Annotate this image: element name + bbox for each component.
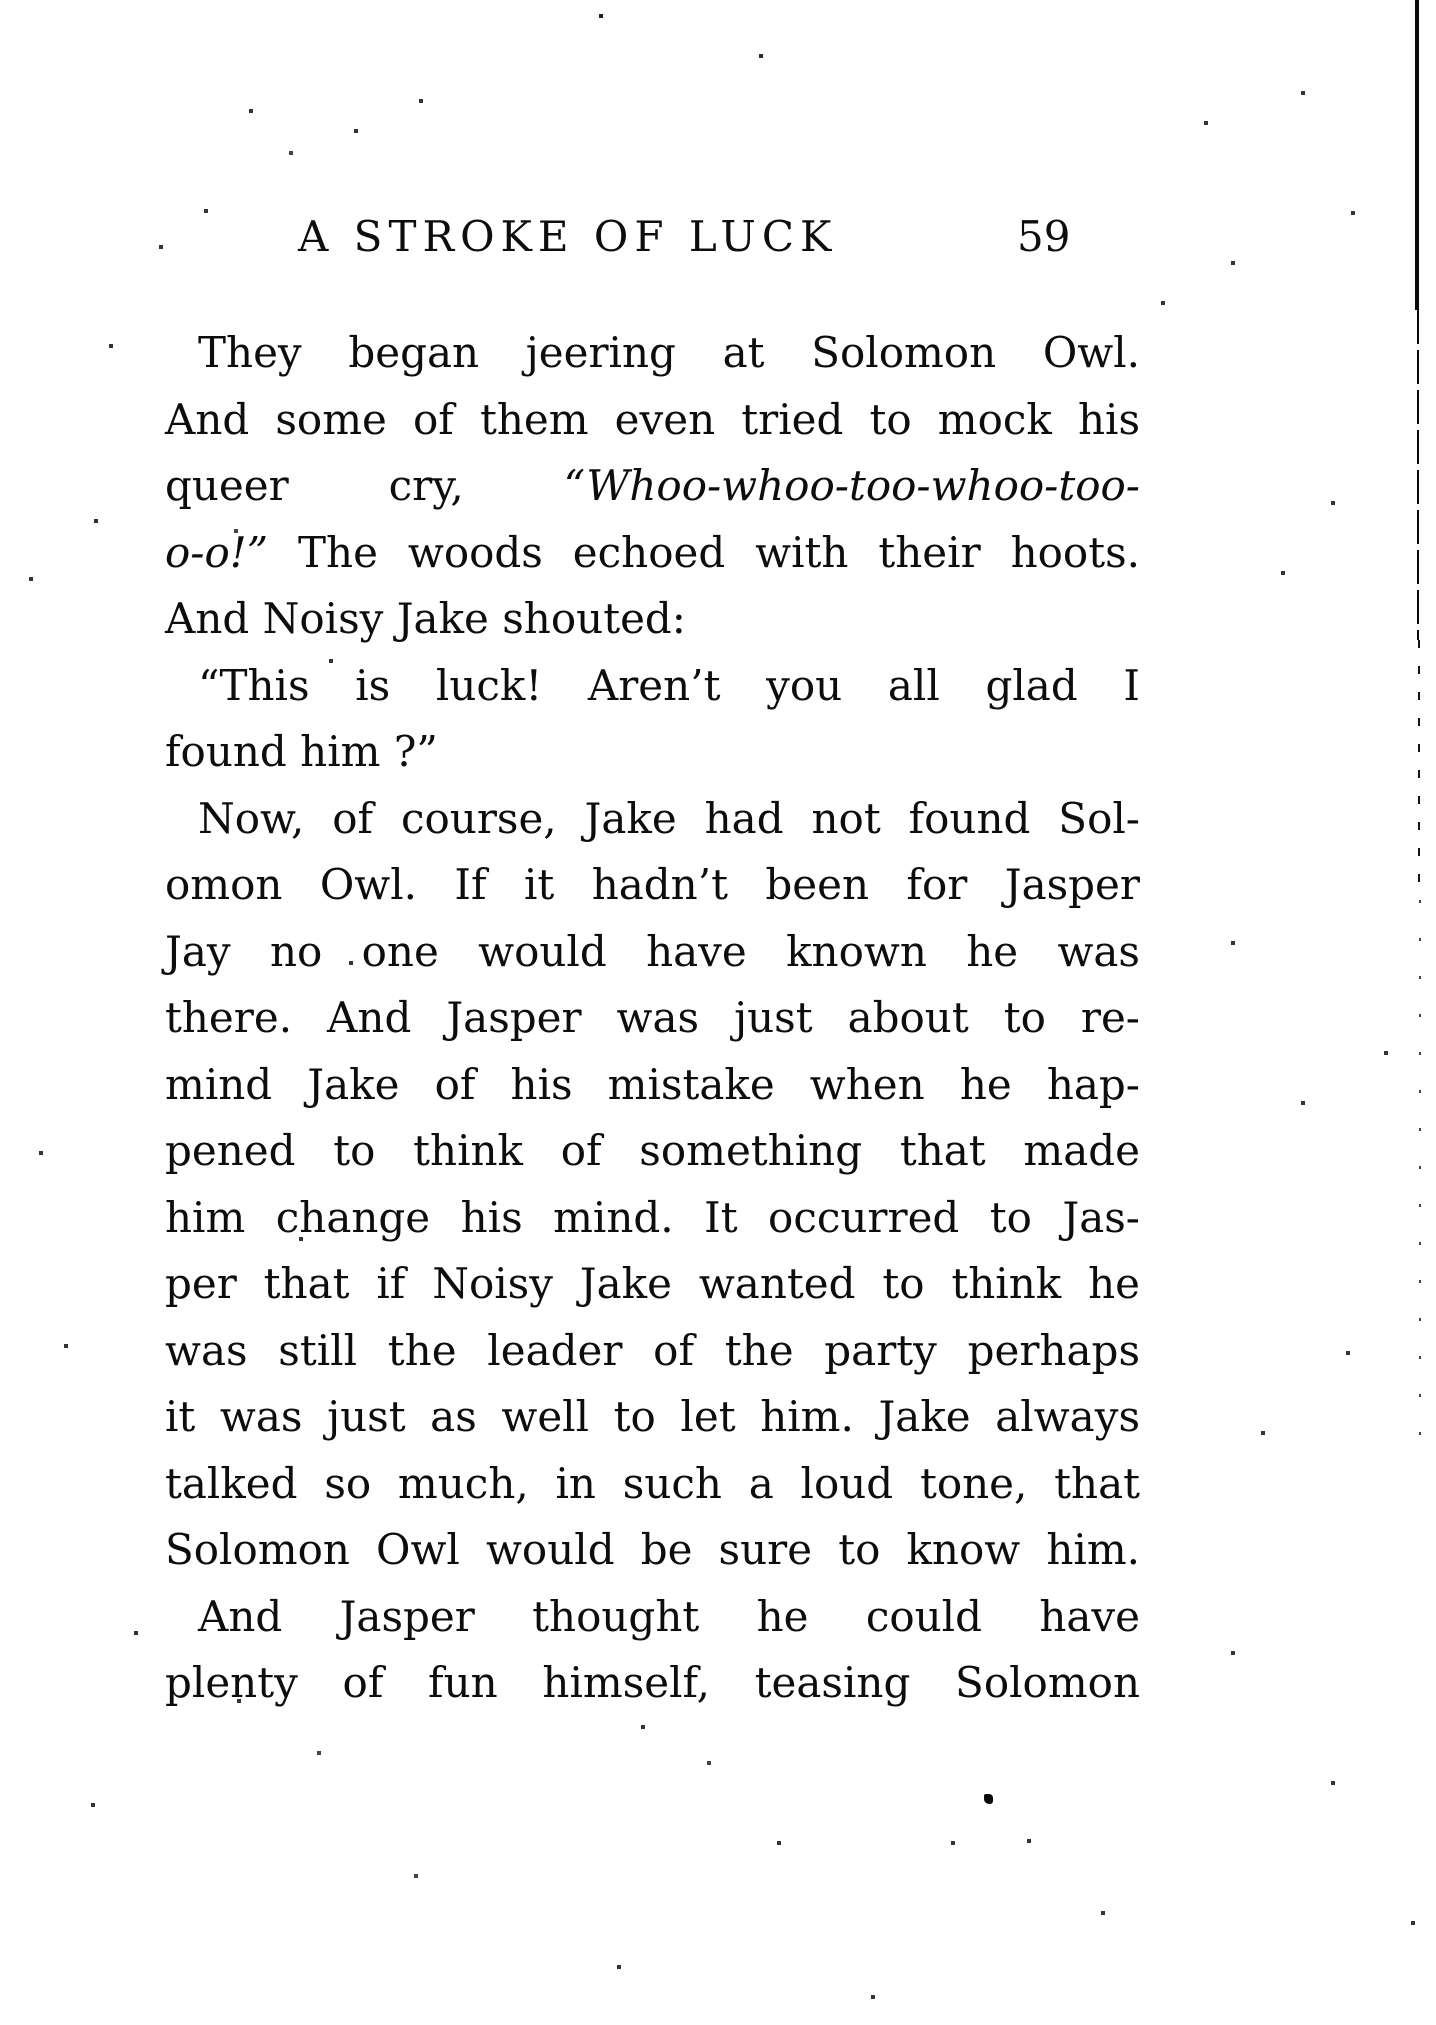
text-line bbox=[165, 1052, 1140, 1119]
page-edge-line-dots bbox=[1419, 900, 1421, 1460]
page-edge-line-thin bbox=[1417, 310, 1419, 640]
text-line bbox=[165, 719, 1140, 786]
page-edge-line-dashed bbox=[1418, 640, 1420, 900]
text-line bbox=[165, 1318, 1140, 1385]
text-segment: “This is luck! Aren’t you all glad I bbox=[198, 660, 1140, 710]
italic-text-segment: “Whoo-whoo-too-whoo-too- bbox=[563, 461, 1140, 510]
text-line bbox=[165, 1451, 1140, 1518]
text-line bbox=[165, 520, 1140, 587]
page-number: 59 bbox=[1017, 212, 1071, 261]
text-segment: omon Owl. If it hadn’t been for Jasper bbox=[165, 860, 1140, 909]
text-segment: there. And Jasper was just about to re- bbox=[165, 993, 1140, 1042]
text-line bbox=[165, 320, 1140, 387]
running-header bbox=[165, 212, 1140, 264]
text-segment: plenty of fun himself, teasing Solomon bbox=[165, 1658, 1140, 1707]
text-line bbox=[165, 1650, 1140, 1717]
text-line bbox=[165, 1251, 1140, 1318]
text-line bbox=[165, 852, 1140, 919]
text-segment: mind Jake of his mistake when he hap- bbox=[165, 1059, 1140, 1109]
text-segment: him change his mind. It occurred to Jas- bbox=[165, 1192, 1140, 1242]
text-segment: found him ?” bbox=[165, 727, 438, 776]
text-segment: The woods echoed with their hoots. bbox=[268, 527, 1140, 577]
italic-text-segment: o-o!” bbox=[165, 527, 269, 577]
ink-blot bbox=[984, 1794, 993, 1804]
text-segment: And Jasper thought he could have bbox=[198, 1591, 1140, 1641]
text-segment: was still the leader of the party perhaps bbox=[165, 1325, 1140, 1375]
text-line bbox=[165, 1384, 1140, 1451]
text-segment: queer cry, bbox=[165, 461, 564, 510]
text-line bbox=[165, 1584, 1140, 1651]
text-segment: Now, of course, Jake had not found Sol- bbox=[198, 793, 1140, 843]
text-line bbox=[165, 786, 1140, 853]
chapter-title: A STROKE OF LUCK bbox=[298, 212, 838, 261]
scan-noise-specks bbox=[0, 0, 2, 2]
text-line bbox=[165, 453, 1140, 520]
text-line bbox=[165, 1517, 1140, 1584]
text-segment: And some of them even tried to mock his bbox=[165, 394, 1140, 444]
text-segment: talked so much, in such a loud tone, that bbox=[165, 1458, 1140, 1508]
text-line bbox=[165, 1118, 1140, 1185]
text-segment: Solomon Owl would be sure to know him. bbox=[165, 1525, 1140, 1574]
page-edge-line-solid bbox=[1415, 0, 1419, 310]
text-line bbox=[165, 387, 1140, 454]
text-segment: And Noisy Jake shouted: bbox=[165, 594, 686, 643]
text-segment: pened to think of something that made bbox=[165, 1126, 1140, 1175]
text-line bbox=[165, 985, 1140, 1052]
text-line bbox=[165, 586, 1140, 653]
text-line bbox=[165, 919, 1140, 986]
text-line bbox=[165, 653, 1140, 720]
text-segment: Jay no one would have known he was bbox=[165, 926, 1140, 976]
text-block bbox=[165, 320, 1140, 1717]
text-segment: They began jeering at Solomon Owl. bbox=[198, 328, 1140, 377]
text-segment: per that if Noisy Jake wanted to think he bbox=[165, 1259, 1140, 1308]
text-line bbox=[165, 1185, 1140, 1252]
text-segment: it was just as well to let him. Jake always bbox=[165, 1392, 1140, 1441]
